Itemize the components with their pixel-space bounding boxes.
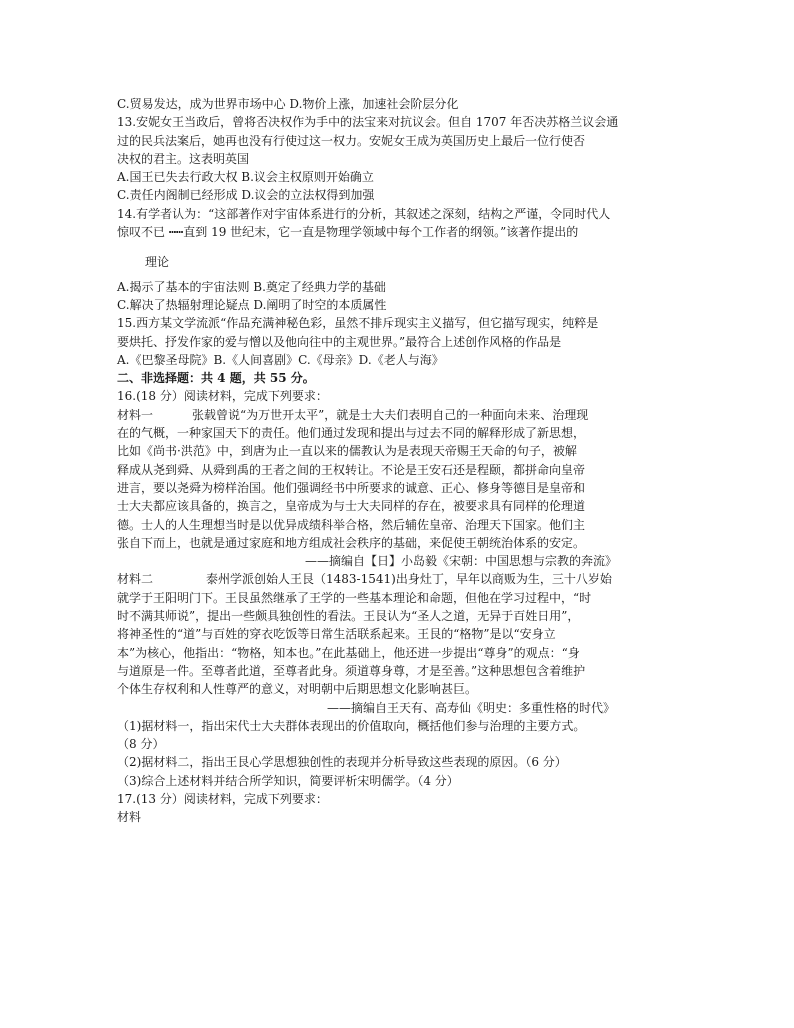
material-one-label: 材料一 [117,407,154,422]
question-13-text: 13.安妮女王当政后，曾将否决权作为手中的法宝来对抗议会。但自 1707 年否决苏格兰议会通 [117,115,619,130]
exam-page [117,95,677,827]
question-13-text: 过的民兵法案后，她再也没有行使过这一权力。安妮女王成为英国历史上最后一位行使否 [117,133,586,148]
sub-question-1-score: （8 分） [117,737,165,752]
question-17-heading: 17.(13 分）阅读材料，完成下列要求： [117,791,328,806]
option-line: C.贸易发达，成为世界市场中心 D.物价上涨，加速社会阶层分化 [117,97,459,111]
material-two-line: 就学于王阳明门下。王艮虽然继承了王学的一些基本理论和命题，但他在学习过程中，“时 [117,590,592,605]
material-one-line: 张自下而上，也就是通过家庭和地方组成社会秩序的基础，来促使王朝统治体系的安定。 [117,535,586,550]
question-15-text: 要烘托、抒发作家的爱与憎以及他向往中的主观世界。”最符合上述创作风格的作品是 [117,334,562,349]
material-one-line: 比如《尚书·洪范》中，到唐为止一直以来的儒教认为是表现天帝赐王天命的句子，被解 [117,444,577,459]
question-15-option: A.《巴黎圣母院》B.《人间喜剧》C.《母亲》D.《老人与海》 [117,352,444,367]
material-one-line: 德。士人的人生理想当时是以优异成绩科举合格，然后辅佐皇帝、治理天下国家。他们主 [117,517,586,532]
question-16-heading: 16.(18 分）阅读材料，完成下列要求： [117,389,328,404]
material-two-line: 将神圣性的“道”与百姓的穿衣吃饭等日常生活联系起来。王艮的“格物”是以“安身立 [117,627,556,642]
question-14-text: 理论 [145,255,170,270]
sub-question-3: （3)综合上述材料并结合所学知识，简要评析宋明儒学。（4 分） [117,773,459,788]
material-two-line: 本”为核心，他指出：“物格，知本也。”在此基础上，他还进一步提出“尊身”的观点：“身 [117,645,580,660]
material-one-source: ——摘编自【日】小岛毅《宋朝：中国思想与宗教的奔流》 [304,554,617,569]
question-13-text: 决权的君主。这表明英国 [117,151,250,166]
question-17-material-label: 材料 [117,810,142,825]
material-one-line [117,406,677,424]
material-one-line: 释成从尧到舜、从舜到禹的王者之间的王权转让。不论是王安石还是程颐，都拼命向皇帝 [117,462,586,477]
question-15-text: 15.西方某文学流派“作品充满神秘色彩，虽然不排斥现实主义描写，但它描写现实，纯粹是 [117,316,599,331]
material-one-line: 进言，要以尧舜为榜样治国。他们强调经书中所要求的诚意、正心、修身等德目是皇帝和 [117,480,586,495]
question-14-option: A.揭示了基本的宇宙法则 B.奠定了经典力学的基础 [117,279,386,294]
question-14-text: 14.有学者认为：“这部著作对宇宙体系进行的分析，其叙述之深刻，结构之严谨，令同时代人 [117,206,611,221]
material-two-line: 与道原是一件。至尊者此道，至尊者此身。须道尊身尊，才是至善。”这种思想包含着维护 [117,663,586,678]
material-two-line: 时不满其师说”，提出一些颇具独创性的看法。王艮认为“圣人之道，无异于百姓日用”， [117,609,580,624]
material-two-line [117,570,677,588]
material-one-line: 士大夫都应该具备的，换言之，皇帝成为与士大夫同样的存在，被要求具有同样的伦理道 [117,499,586,514]
question-14-text: 惊叹不已 ┅┅直到 19 世纪末，它一直是物理学领域中每个工作者的纲领。”该著作提出的 [117,225,579,240]
question-14-option: C.解决了热辐射理论疑点 D.阐明了时空的本质属性 [117,297,387,312]
material-two-source: ——摘编自王天有、高寿仙《明史：多重性格的时代》 [326,700,615,715]
material-two-label: 材料二 [117,572,154,587]
material-two-text: 泰州学派创始人王艮（1483-1541)出身灶丁，早年以商贩为生，三十八岁始 [206,572,612,587]
question-13-option: A.国王已失去行政大权 B.议会主权原则开始确立 [117,170,374,185]
sub-question-2: （2)据材料二，指出王艮心学思想独创性的表现并分析导致这些表现的原因。（6 分） [117,755,567,770]
material-one-line: 在的气概，一种家国天下的责任。他们通过发现和提出与过去不同的解释形成了新思想， [117,426,586,441]
material-two-line: 个体生存权利和人性尊严的意义，对明朝中后期思想文化影响甚巨。 [117,682,478,697]
question-13-option: C.责任内阁制已经形成 D.议会的立法权得到加强 [117,188,375,203]
section-heading: 二、非选择题：共 4 题，共 55 分。 [117,371,315,386]
material-one-text: 张载曾说“为万世开太平”，就是士大夫们表明自己的一种面向未来、治理现 [192,407,589,422]
sub-question-1: （1)据材料一，指出宋代士大夫群体表现出的价值取向，概括他们参与治理的主要方式。 [117,718,586,733]
